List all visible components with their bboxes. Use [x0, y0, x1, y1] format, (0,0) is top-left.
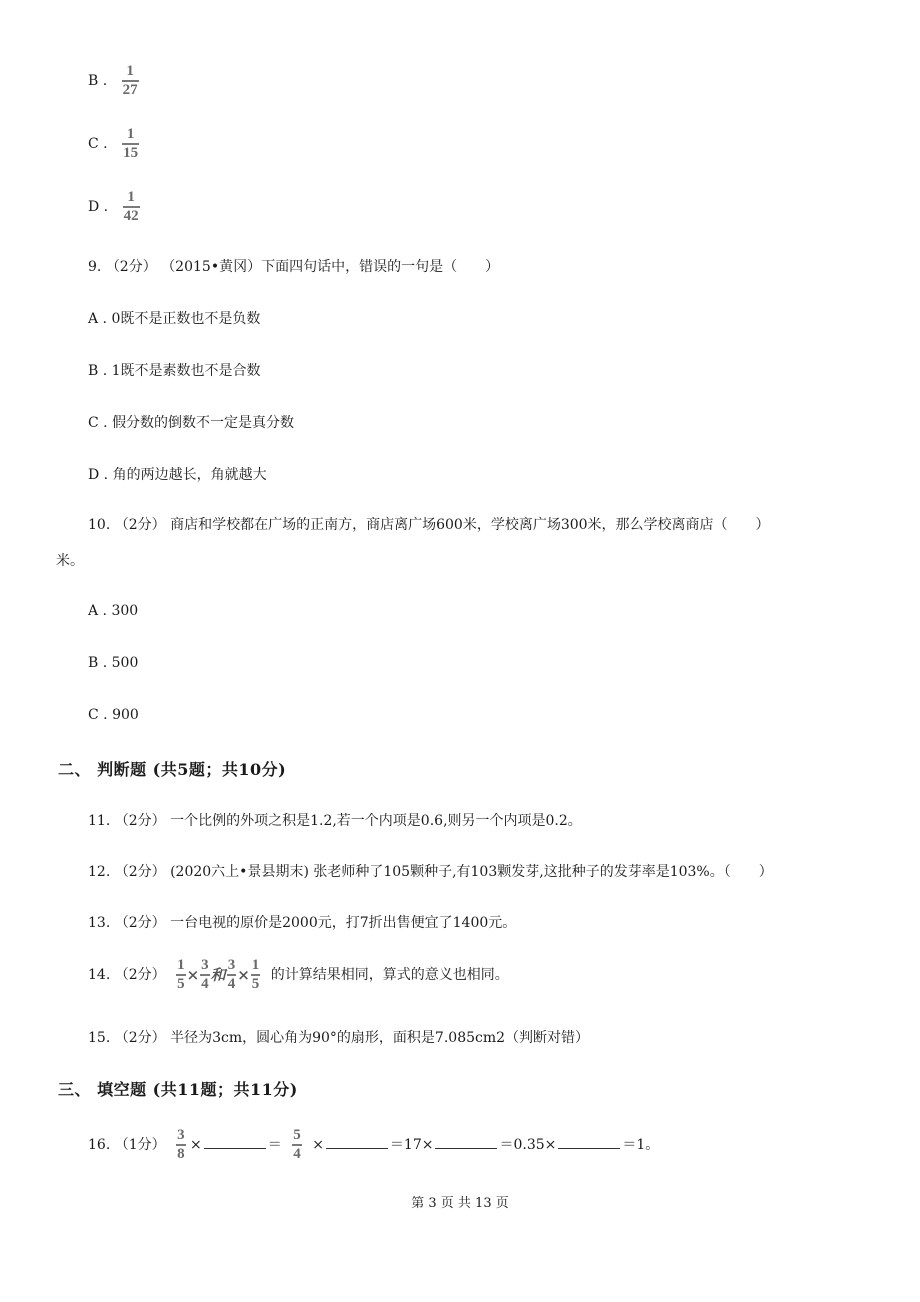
q9-option-b: B . 1既不是素数也不是合数: [88, 363, 261, 379]
q9-option-d: D . 角的两边越长，角就越大: [88, 467, 267, 483]
page-footer: 第 3 页 共 13 页: [411, 1196, 509, 1211]
question-number: 14.: [88, 966, 111, 983]
q8-option-d: [88, 190, 140, 224]
question-9: [88, 256, 499, 276]
fraction-denominator: 15: [123, 144, 139, 161]
times-symbol: ×: [312, 1136, 324, 1153]
question-11: [88, 810, 582, 830]
question-score: （2分）: [114, 1030, 166, 1046]
question-score: （2分）: [114, 864, 166, 880]
question-number: 13.: [88, 915, 111, 931]
question-text: 的计算结果相同，算式的意义也相同。: [270, 966, 509, 983]
formula-image: [176, 958, 260, 992]
answer-blank[interactable]: [435, 1136, 497, 1149]
fraction-denominator: 42: [123, 207, 139, 224]
times-symbol: ×: [186, 965, 200, 984]
answer-blank[interactable]: [558, 1136, 620, 1149]
question-text: (2020六上•景县期末) 张老师种了105颗种子,有103颗发芽,这批种子的发芽率是103%。（ ）: [170, 864, 773, 880]
question-score: （2分）: [114, 966, 166, 983]
fraction-numerator: 1: [126, 126, 135, 142]
question-score: （2分）: [114, 517, 166, 533]
question-10-continuation: 米。: [56, 553, 84, 569]
fraction-numerator: 1: [127, 189, 135, 205]
q9-option-c: C . 假分数的倒数不一定是真分数: [88, 415, 295, 431]
section-heading-judge: 二、 判断题 (共5题；共10分): [58, 760, 287, 779]
times-symbol: ×: [237, 965, 250, 984]
question-number: 11.: [88, 813, 111, 829]
q9-option-a: A . 0既不是正数也不是负数: [88, 311, 261, 327]
question-score: （1分）: [114, 1136, 166, 1153]
question-text: 商店和学校都在广场的正南方，商店离广场600米，学校离广场300米，那么学校离商店（ ）: [170, 517, 770, 533]
equation-segment: ＝1。: [622, 1136, 660, 1153]
fraction: [123, 190, 140, 224]
fraction: $\frac{3}{4}$: [227, 957, 236, 992]
equals-symbol: ＝: [267, 1136, 282, 1153]
answer-blank[interactable]: [326, 1136, 388, 1149]
question-14: [88, 958, 509, 992]
q8-option-c: [88, 127, 139, 161]
fraction: $\frac{3}{8}$: [177, 1127, 185, 1162]
question-15: [88, 1027, 589, 1047]
question-number: 10.: [88, 517, 111, 533]
equation-segment: ＝17×: [389, 1136, 434, 1153]
fraction: $\frac{5}{4}$: [293, 1127, 301, 1162]
question-number: 12.: [88, 864, 111, 880]
question-text: 一台电视的原价是2000元，打7折出售便宜了1400元。: [170, 915, 517, 931]
q8-option-b: [88, 64, 139, 98]
option-letter: D .: [88, 198, 109, 215]
question-score: （2分）: [105, 259, 157, 275]
option-letter: C .: [88, 135, 108, 152]
question-number: 16.: [88, 1136, 111, 1153]
question-text: 半径为3cm，圆心角为90°的扇形，面积是7.085cm2（判断对错）: [170, 1030, 590, 1046]
fraction: $\frac{1}{5}$: [251, 957, 260, 992]
fraction-denominator: 27: [122, 81, 138, 98]
q10-option-c: C . 900: [88, 707, 139, 723]
question-text: 一个比例的外项之积是1.2,若一个内项是0.6,则另一个内项是0.2。: [170, 813, 582, 829]
option-letter: B .: [88, 72, 108, 89]
equation-segment: ＝0.35×: [499, 1136, 557, 1153]
fraction: $\frac{3}{4}$: [201, 957, 209, 992]
fraction: [122, 64, 139, 98]
question-score: （2分）: [114, 915, 166, 931]
question-13: [88, 912, 516, 932]
fraction: $\frac{1}{5}$: [177, 957, 185, 992]
question-number: 15.: [88, 1030, 111, 1046]
conjunction: 和: [210, 966, 226, 985]
question-number: 9.: [88, 259, 102, 275]
fraction-numerator: 1: [126, 63, 134, 79]
fraction: [122, 127, 139, 161]
q10-option-b: B . 500: [88, 655, 139, 671]
times-symbol: ×: [190, 1136, 202, 1153]
question-12: [88, 861, 773, 881]
q10-option-a: A . 300: [88, 603, 139, 619]
question-10: [88, 514, 770, 534]
question-text: （2015•黄冈）下面四句话中，错误的一句是（ ）: [161, 259, 500, 275]
section-heading-fill: 三、 填空题 (共11题；共11分): [58, 1080, 298, 1099]
question-score: （2分）: [114, 813, 166, 829]
answer-blank[interactable]: [204, 1136, 266, 1149]
question-16: [88, 1128, 659, 1162]
